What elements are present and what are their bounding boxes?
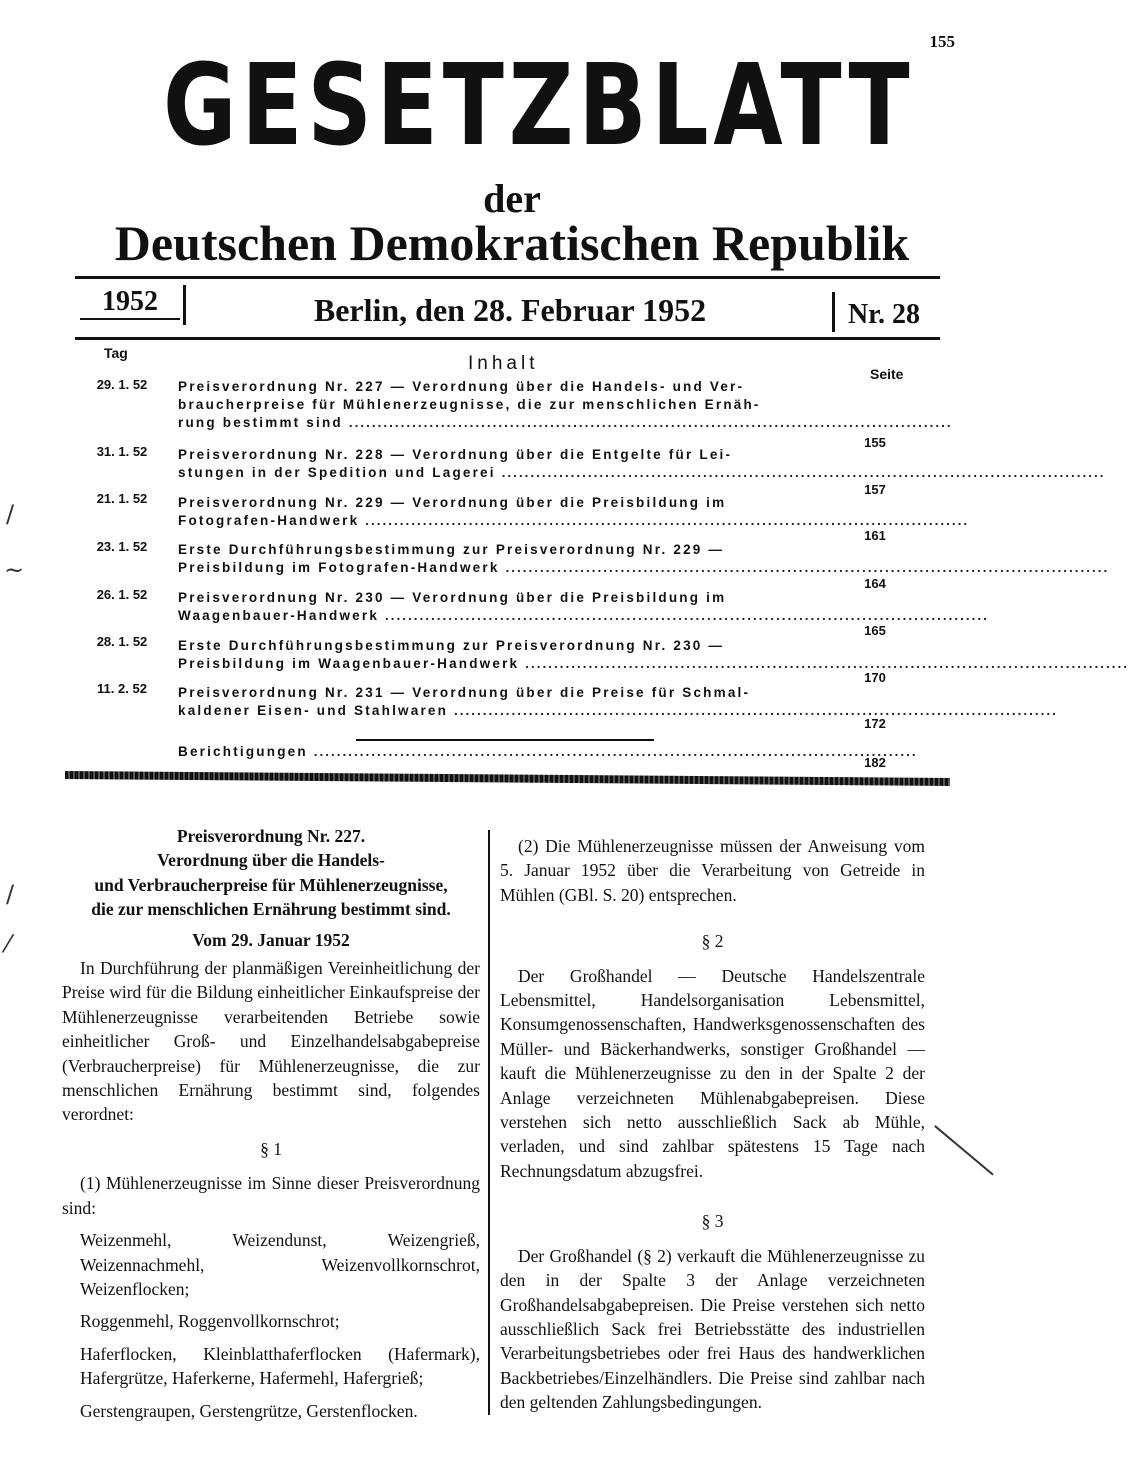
issue-bar-top-rule — [75, 276, 940, 279]
margin-pen-mark: ~ — [4, 556, 25, 584]
toc-entry-line: Preisverordnung Nr. 227 — Verordnung über die Handels- und Ver- — [178, 379, 745, 394]
toc-bottom-heavy-rule — [65, 771, 950, 786]
toc-entry-line: Preisbildung im Waagenbauer-Handwerk — [178, 656, 520, 671]
toc-entry-date: 31. 1. 52 — [96, 444, 148, 459]
toc-entry-line: Fotografen-Handwerk — [178, 513, 360, 528]
section-1-heading: § 1 — [260, 1138, 282, 1159]
article-title-line: Preisverordnung Nr. 227. — [176, 826, 366, 846]
toc-entry-line: Preisverordnung Nr. 231 — Verordnung über die Preise für Schmal- — [178, 685, 751, 700]
toc-entry-line: Erste Durchführungsbestimmung zur Preisverordnung Nr. 229 — — [178, 542, 725, 557]
product-list-item: Weizenmehl, Weizendunst, Weizengrieß, Weizennachmehl, Weizenvollkornschrot, Weizenflocken; — [80, 1230, 480, 1299]
toc-entry-date: 28. 1. 52 — [96, 634, 148, 649]
page-number: 155 — [929, 32, 955, 51]
toc-entry-page: 155 — [864, 435, 886, 450]
toc-entry-line: kaldener Eisen- und Stahlwaren — [178, 703, 449, 718]
section-3-text: Der Großhandel (§ 2) verkauft die Mühlenerzeugnisse zu den in der Spalte 3 der Anlage verzeichneten Großhandelsabgabepreisen. Die Preise verstehen sich netto ausschließlich Sack frei Betriebsstätte des industriellen Verarbeitungsbetriebes oder frei Haus des handwerklichen Backbetriebes/Einzelhändlers. Die Preise sind zahlbar nach den geltenden Zahlungsbedingungen. — [500, 1245, 925, 1413]
toc-entry-date: 29. 1. 52 — [96, 377, 148, 392]
toc-entry-line: braucherpreise für Mühlenerzeugnisse, die zur menschlichen Ernäh- — [178, 397, 761, 412]
toc-entry-page: 161 — [864, 528, 886, 543]
toc-entry-date: 11. 2. 52 — [97, 681, 147, 696]
toc-entry-title — [178, 446, 1106, 482]
issue-number: Nr. 28 — [847, 299, 921, 330]
issue-bar-divider-left — [183, 285, 186, 325]
toc-entry-page: 164 — [864, 576, 886, 591]
toc-entry-line: Preisbildung im Fotografen-Handwerk — [178, 560, 500, 575]
toc-page-label: Seite — [870, 366, 904, 382]
toc-entry-title — [178, 684, 1058, 720]
toc-corrections-line — [178, 743, 918, 761]
article-title-line: und Verbraucherpreise für Mühlenerzeugnisse, — [94, 874, 448, 895]
masthead-publisher-name: Deutschen Demokratischen Republik — [114, 215, 910, 271]
toc-contents-label: Inhalt — [468, 353, 539, 374]
toc-entry-title — [178, 541, 1110, 577]
toc-entry-line: rung bestimmt sind — [178, 415, 343, 430]
toc-leader-dots: ......................................................................................................... — [501, 465, 1106, 480]
margin-pen-mark: ⁄ — [6, 930, 11, 958]
toc-entry-date: 23. 1. 52 — [96, 539, 148, 554]
toc-entry-page: 165 — [864, 623, 886, 638]
issue-date: Berlin, den 28. Februar 1952 — [313, 292, 707, 328]
issue-year: 1952 — [102, 286, 158, 317]
toc-day-label: Tag — [104, 345, 128, 361]
issue-year-underline — [80, 318, 180, 320]
toc-entry-page: 157 — [864, 482, 886, 497]
toc-entry-title — [178, 494, 970, 530]
section-2-text: Der Großhandel — Deutsche Handelszentrale Lebensmittel, Handelsorganisation Lebensmittel, Konsumgenossenschaften, Handwerksgenossenschaften des Müller- und Bäckerhandwerks, sonstiger Großhandel — kauft die Mühlenerzeugnisse zu den in der Spalte 2 der Anlage verzeichneten Mühlenabgabepreisen. Diese verstehen sich netto ausschließlich Sack ab Mühle, verladen, und sind zahlbar spätestens 15 Tage nach Rechnungsdatum abzugsfrei. — [500, 965, 925, 1181]
toc-entry-title — [178, 589, 989, 625]
product-list-item: Gerstengraupen, Gerstengrütze, Gerstenflocken. — [80, 1400, 418, 1421]
masthead-title: GESETZBLATT — [163, 41, 915, 171]
toc-entry-line: Erste Durchführungsbestimmung zur Preisverordnung Nr. 230 — — [178, 638, 725, 653]
toc-entry-page: 172 — [864, 716, 886, 731]
toc-entry-line: Preisverordnung Nr. 229 — Verordnung über die Preisbildung im — [178, 495, 727, 510]
product-list-item: Haferflocken, Kleinblatthaferflocken (Hafermark), Hafergrütze, Haferkerne, Hafermehl, Hafergrieß; — [80, 1343, 480, 1389]
section-1-intro: (1) Mühlenerzeugnisse im Sinne dieser Preisverordnung sind: — [62, 1173, 480, 1218]
toc-entry-line: stungen in der Spedition und Lagerei — [178, 465, 496, 480]
product-list-item: Roggenmehl, Roggenvollkornschrot; — [80, 1311, 340, 1332]
toc-entry-line: Preisverordnung Nr. 230 — Verordnung über die Preisbildung im — [178, 590, 727, 605]
margin-pen-mark: / — [6, 500, 15, 528]
toc-entry-title — [178, 637, 1129, 673]
article-title-line: die zur menschlichen Ernährung bestimmt sind. — [91, 899, 451, 920]
toc-leader-dots: ......................................................................................................... — [385, 608, 989, 623]
toc-leader-dots: ......................................................................................................... — [525, 656, 1129, 671]
toc-corrections-page: 182 — [864, 755, 886, 770]
article-preamble: In Durchführung der planmäßigen Vereinheitlichung der Preise wird für die Bildung einheitlicher Einkaufspreise der Mühlenerzeugnisse verarbeitenden Betriebe sowie einheitlicher Groß- und Einzelhandelsabgabepreise (Verbraucherpreise) für Mühlenerzeugnisse, die zur menschlichen Ernährung bestimmt sind, folgendes verordnet: — [62, 958, 480, 1125]
article-title-line: Verordnung über die Handels- — [157, 850, 385, 871]
section-3-heading: § 3 — [701, 1211, 724, 1232]
toc-entry-date: 26. 1. 52 — [96, 587, 148, 602]
toc-leader-dots: ......................................................................................................... — [313, 744, 918, 759]
toc-leader-dots: ......................................................................................................... — [454, 703, 1058, 718]
margin-pen-mark: / — [6, 880, 15, 908]
toc-entry-date: 21. 1. 52 — [96, 491, 148, 506]
toc-entry-line: Preisverordnung Nr. 228 — Verordnung über die Entgelte für Lei- — [178, 447, 733, 462]
article-date: Vom 29. Januar 1952 — [192, 929, 350, 950]
masthead-der: der — [483, 176, 541, 221]
section-2-heading: § 2 — [701, 931, 724, 952]
toc-entry-title — [178, 378, 953, 432]
column-divider — [488, 830, 490, 1415]
toc-entry-page: 170 — [864, 670, 886, 685]
section-1-paragraph-2: (2) Die Mühlenerzeugnisse müssen der Anweisung vom 5. Januar 1952 über die Verarbeitung von Getreide in Mühlen (GBl. S. 20) entsprechen. — [500, 836, 925, 905]
stray-pen-stroke — [935, 1125, 994, 1175]
toc-leader-dots: ......................................................................................................... — [348, 415, 953, 430]
toc-corrections-label: Berichtigungen — [178, 744, 308, 759]
article-left-column — [62, 824, 480, 1423]
article-right-column — [500, 834, 925, 1415]
toc-entry-line: Waagenbauer-Handwerk — [178, 608, 380, 623]
issue-bar-bottom-rule — [75, 337, 940, 340]
toc-leader-dots: ......................................................................................................... — [505, 560, 1110, 575]
toc-separator-rule — [356, 739, 654, 741]
toc-leader-dots: ......................................................................................................... — [365, 513, 970, 528]
